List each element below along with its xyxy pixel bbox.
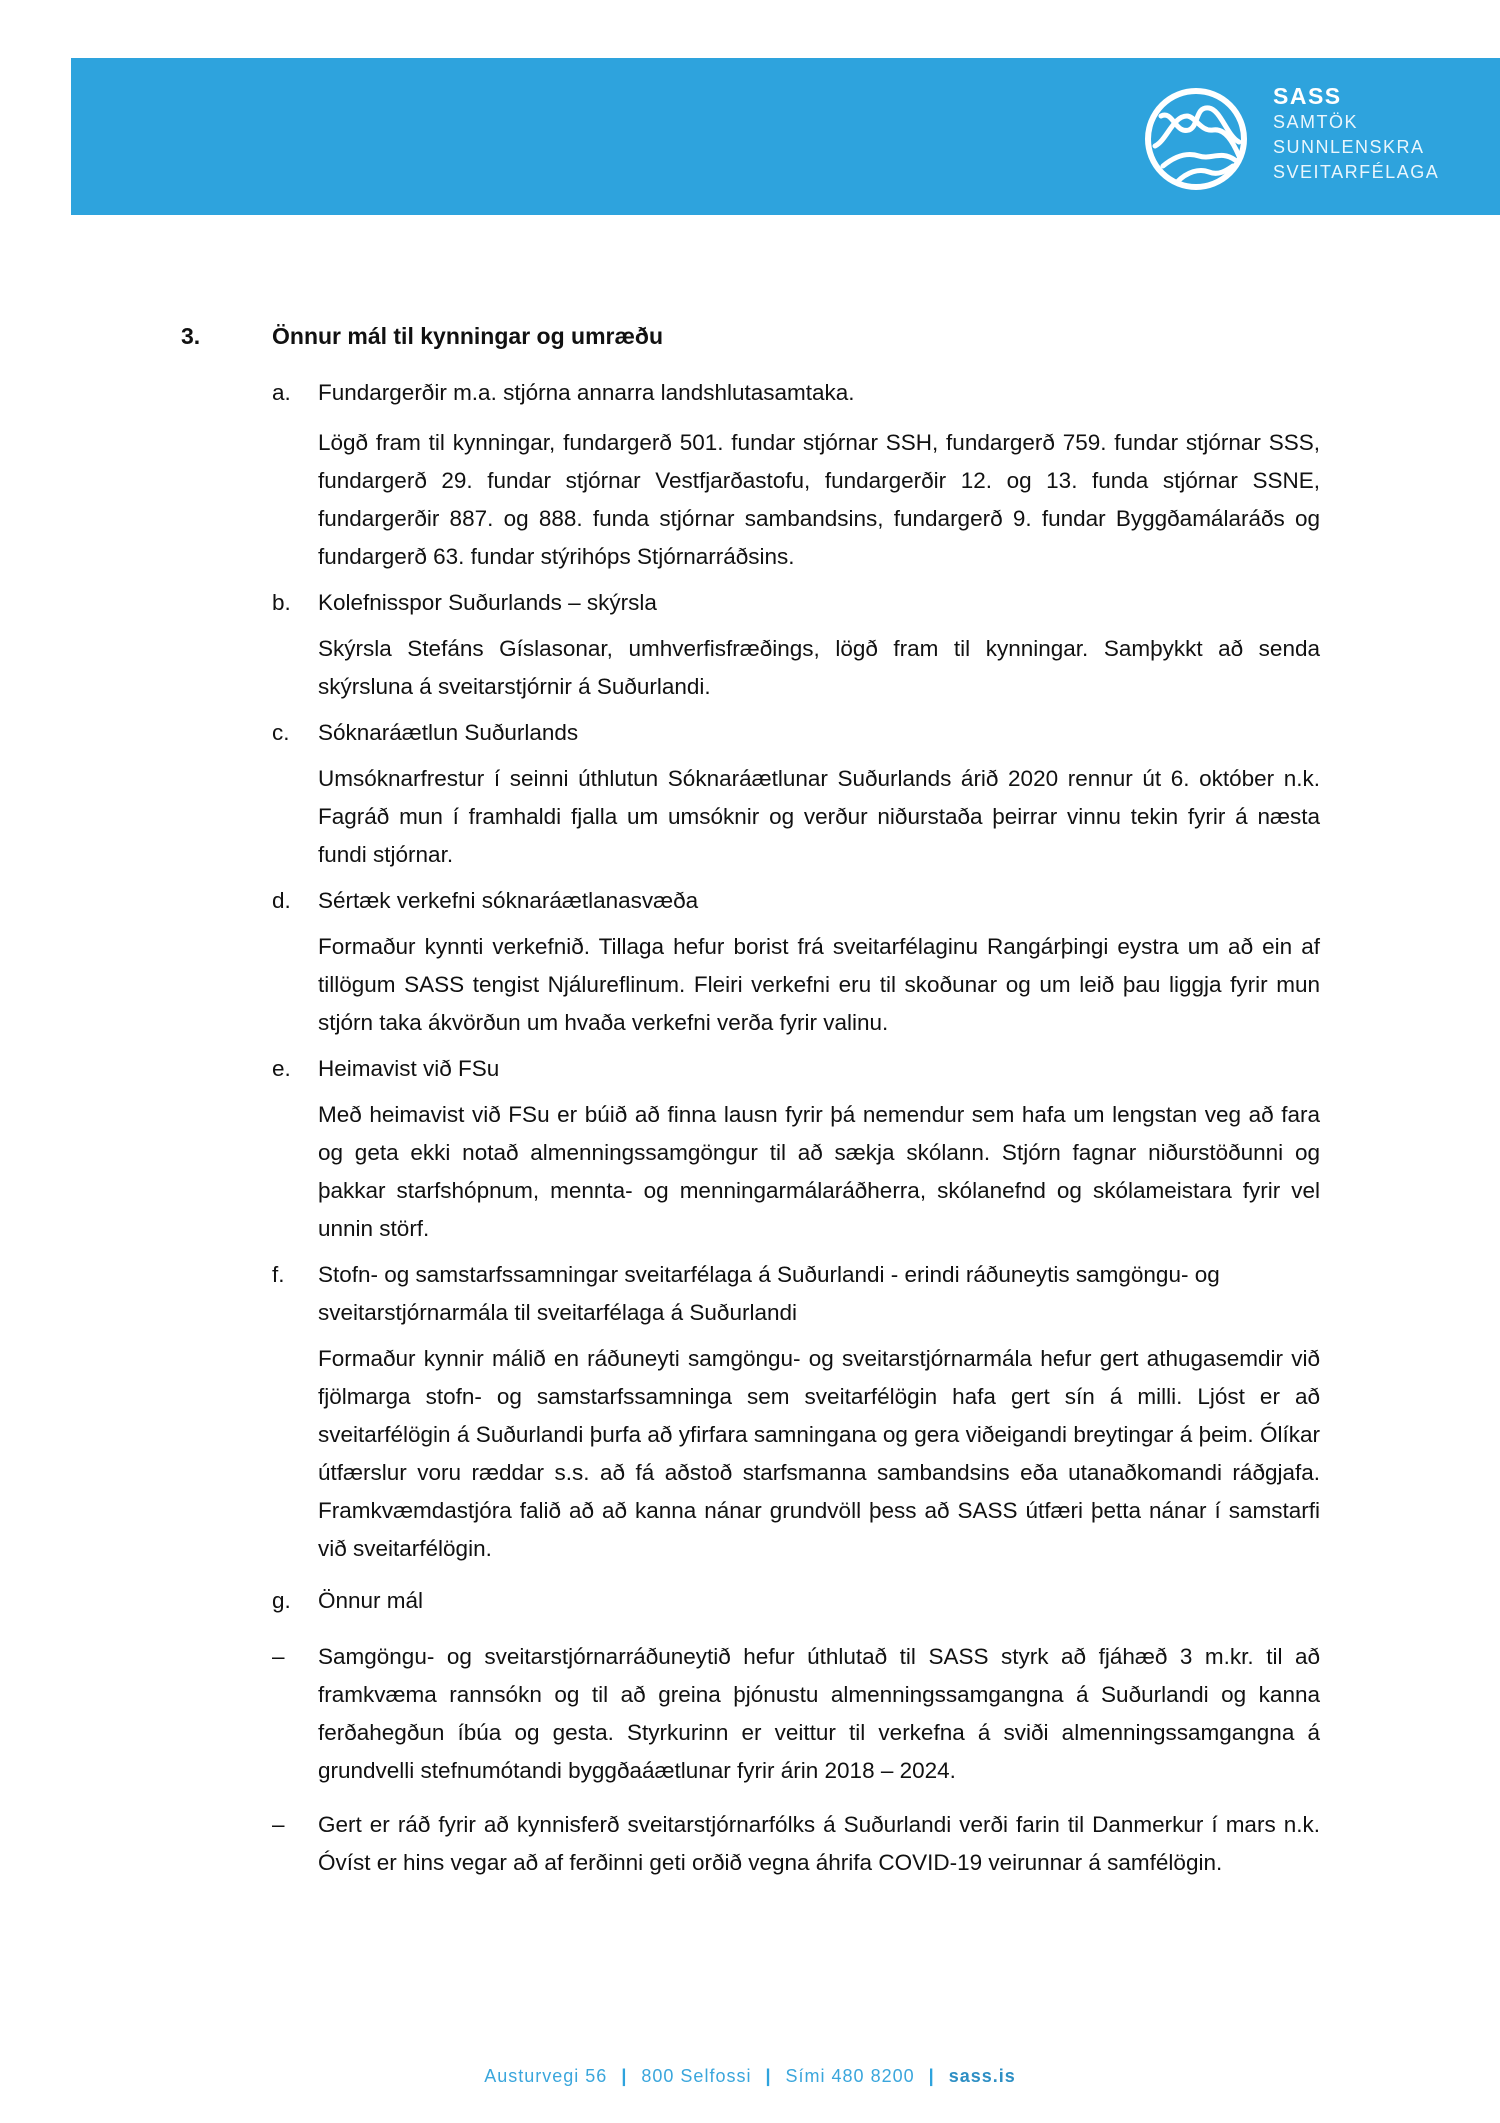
item-body: Skýrsla Stefáns Gíslasonar, umhverfisfræðings, lögð fram til kynningar. Samþykkt að senda skýrsluna á sveitarstjórnir á Suðurlandi. (318, 636, 1320, 699)
footer-phone: Sími 480 8200 (785, 2066, 915, 2086)
bullet-item (272, 1638, 1320, 1790)
dash-bullet-icon: – (272, 1644, 285, 1669)
item-heading (272, 584, 1320, 622)
item-heading (272, 1050, 1320, 1088)
item-heading-text: Fundargerðir m.a. stjórna annarra landshlutasamtaka. (318, 380, 855, 405)
item-heading (272, 374, 1320, 412)
brand-name: SASS (1273, 83, 1342, 109)
section-content (272, 374, 1320, 1882)
footer-separator: | (928, 2066, 935, 2086)
footer-address: Austurvegi 56 (484, 2066, 608, 2086)
agenda-item-d (272, 882, 1320, 1042)
agenda-item-c (272, 714, 1320, 874)
item-heading (272, 1582, 1320, 1620)
item-heading-text: Sóknaráætlun Suðurlands (318, 720, 579, 745)
page-footer (0, 2066, 1500, 2087)
item-letter: b. (272, 590, 291, 615)
item-letter: f. (272, 1262, 285, 1287)
agenda-item-b (272, 584, 1320, 706)
footer-separator: | (765, 2066, 772, 2086)
item-body: Með heimavist við FSu er búið að finna lausn fyrir þá nemendur sem hafa um lengstan veg að fara og geta ekki notað almenningssamgöngur til að sækja skólann. Stjórn fagnar niðurstöðunni og þakkar starfshópnum, mennta- og menningarmálaráðherra, skólanefnd og skólameistara fyrir vel unnin störf. (318, 1102, 1320, 1241)
bullet-item (272, 1806, 1320, 1882)
item-body: Formaður kynnti verkefnið. Tillaga hefur borist frá sveitarfélaginu Rangárþingi eystra um að ein af tillögum SASS tengist Njálureflinum. Fleiri verkefni eru til skoðunar og um leið þau liggja fyrir mun stjórn taka ákvörðun um hvaða verkefni verða fyrir valinu. (318, 934, 1320, 1035)
brand-wordmark (1273, 82, 1439, 185)
section-number: 3. (181, 323, 201, 349)
item-letter: c. (272, 720, 290, 745)
agenda-item-e (272, 1050, 1320, 1248)
agenda-item-a (272, 374, 1320, 576)
item-heading (272, 1256, 1320, 1332)
agenda-item-f (272, 1256, 1320, 1568)
section-title: Önnur mál til kynningar og umræðu (272, 323, 664, 349)
item-letter: e. (272, 1056, 291, 1081)
item-letter: a. (272, 380, 291, 405)
brand-line-2: SUNNLENSKRA (1273, 137, 1425, 157)
brand-line-3: SVEITARFÉLAGA (1273, 162, 1440, 182)
item-heading (272, 714, 1320, 752)
item-heading-text: Stofn- og samstarfssamningar sveitarfélaga á Suðurlandi - erindi ráðuneytis samgöngu- og sveitarstjórnarmála til sveitarfélaga á Suðurlandi (318, 1262, 1220, 1325)
footer-website-link[interactable]: sass.is (948, 2066, 1016, 2086)
bullet-text: Samgöngu- og sveitarstjórnarráðuneytið hefur úthlutað til SASS styrk að fjáhæð 3 m.kr. til að framkvæma rannsókn og til að greina þjónustu almenningssamgangna á Suðurlandi og kanna ferðahegðun íbúa og gesta. Styrkurinn er veittur til verkefna á sviði almenningssamgangna á grundvelli stefnumótandi byggðaáætlunar fyrir árin 2018 – 2024. (318, 1644, 1320, 1783)
item-heading-text: Heimavist við FSu (318, 1056, 500, 1081)
dash-bullet-icon: – (272, 1812, 285, 1837)
item-body: Lögð fram til kynningar, fundargerð 501. fundar stjórnar SSH, fundargerð 759. fundar stjórnar SSS, fundargerð 29. fundar stjórnar Vestfjarðastofu, fundargerðir 12. og 13. funda stjórnar SSNE, fundargerðir 887. og 888. funda stjórnar sambandsins, fundargerð 9. fundar Byggðamálaráðs og fundargerð 63. fundar stýrihóps Stjórnarráðsins. (318, 430, 1320, 569)
bullet-text: Gert er ráð fyrir að kynnisferð sveitarstjórnarfólks á Suðurlandi verði farin til Danmerkur í mars n.k. Óvíst er hins vegar að af ferðinni geti orðið vegna áhrifa COVID-19 veirunnar á samfélögin. (318, 1812, 1320, 1875)
item-letter: g. (272, 1588, 291, 1613)
agenda-item-g (272, 1582, 1320, 1620)
item-body: Formaður kynnir málið en ráðuneyti samgöngu- og sveitarstjórnarmála hefur gert athugasemdir við fjölmarga stofn- og samstarfssamninga sem sveitarfélögin hafa gert sín á milli. Ljóst er að sveitarfélögin á Suðurlandi þurfa að yfirfara samningana og gera viðeigandi breytingar á þeim. Ólíkar útfærslur voru ræddar s.s. að fá aðstoð starfsmanna sambandsins eða utanaðkomandi ráðgjafa. Framkvæmdastjóra falið að að kanna nánar grundvöll þess að SASS útfæri þetta nánar í samstarfi við sveitarfélögin. (318, 1346, 1320, 1561)
item-letter: d. (272, 888, 291, 913)
sass-logo-icon (1143, 86, 1249, 192)
item-body: Umsóknarfrestur í seinni úthlutun Sóknaráætlunar Suðurlands árið 2020 rennur út 6. október n.k. Fagráð mun í framhaldi fjalla um umsóknir og verður niðurstaða þeirrar vinnu tekin fyrir á næsta fundi stjórnar. (318, 766, 1320, 867)
footer-separator: | (621, 2066, 628, 2086)
item-heading-text: Kolefnisspor Suðurlands – skýrsla (318, 590, 657, 615)
footer-postal: 800 Selfossi (641, 2066, 752, 2086)
item-heading (272, 882, 1320, 920)
item-heading-text: Sértæk verkefni sóknaráætlanasvæða (318, 888, 699, 913)
brand-line-1: SAMTÖK (1273, 112, 1359, 132)
item-heading-text: Önnur mál (318, 1588, 424, 1613)
